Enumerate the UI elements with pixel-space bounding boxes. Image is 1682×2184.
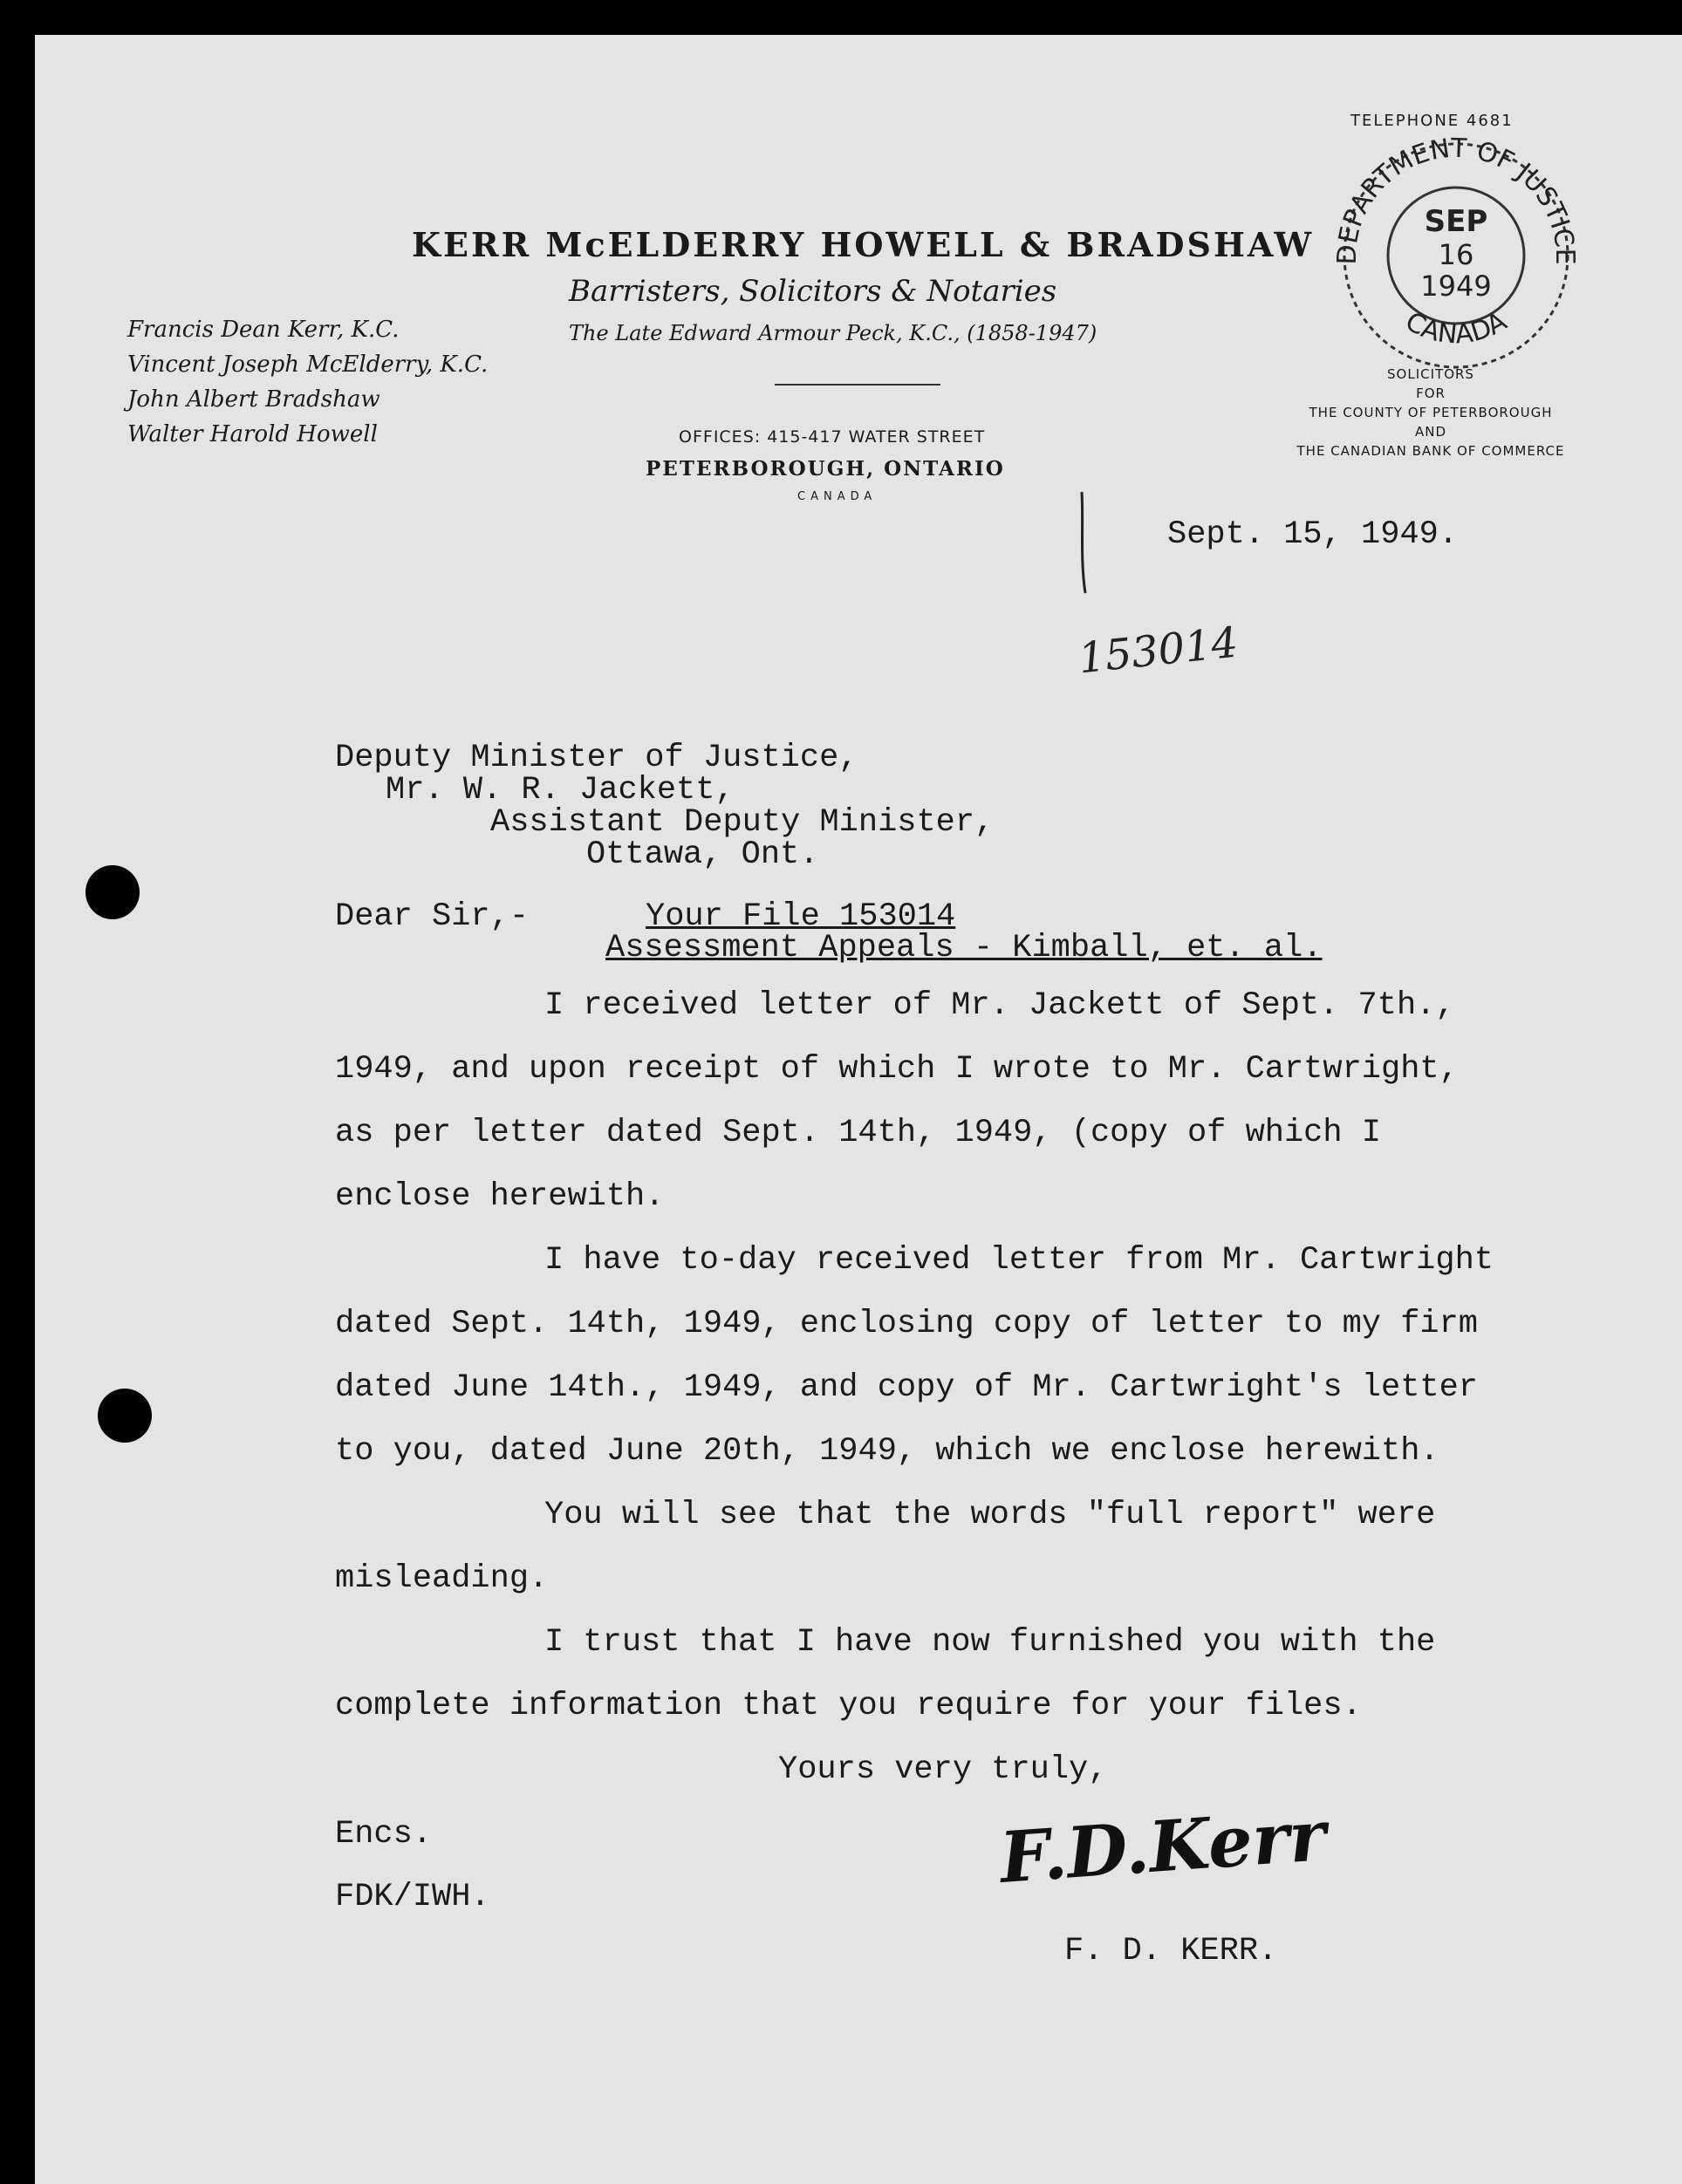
body-line: dated June 14th., 1949, and copy of Mr. Cartwright's letter [335,1369,1479,1406]
heading-rule [775,384,940,386]
subject-line-matter: Assessment Appeals - Kimball, et. al. [605,930,1323,966]
recipient-line: Deputy Minister of Justice, [335,740,858,776]
late-partner-note: The Late Edward Armour Peck, K.C., (1858-1947) [569,321,1097,345]
stamp-top-arc: DEPARTMENT OF JUSTICE [1331,133,1581,266]
body-line: complete information that you require for your files. [335,1688,1362,1724]
firm-name: KERR McELDERRY HOWELL & BRADSHAW [412,225,1315,264]
reference-initials: FDK/IWH. [335,1879,490,1915]
received-stamp [1330,126,1583,379]
offices-address: OFFICES: 415-417 WATER STREET [679,427,986,447]
body-line: to you, dated June 20th, 1949, which we enclose herewith. [335,1433,1439,1470]
body-line: misleading. [335,1560,549,1597]
stamp-month: SEP [1424,204,1488,239]
recipient-line: Ottawa, Ont. [586,836,819,873]
office-city: PETERBOROUGH, ONTARIO [646,457,1005,481]
salutation: Dear Sir,- [335,898,530,935]
closing: Yours very truly, [778,1751,1108,1788]
partner-name: Francis Dean Kerr, K.C. [127,317,400,343]
signature: F.D.Kerr [997,1794,1329,1899]
punch-hole [85,865,140,919]
telephone-number: TELEPHONE 4681 [1350,112,1514,130]
signatory-name: F. D. KERR. [1064,1933,1278,1969]
body-line: dated Sept. 14th, 1949, enclosing copy of letter to my firm [335,1306,1479,1342]
stamp-year: 1949 [1420,270,1492,303]
county-line: THE COUNTY OF PETERBOROUGH [1309,405,1553,420]
stamp-bottom-arc: CANADA [1399,306,1513,351]
enclosures: Encs. [335,1816,433,1853]
letter-page [35,35,1682,2184]
body-line: I trust that I have now furnished you with the [544,1624,1436,1661]
body-line: enclose herewith. [335,1178,665,1215]
solicitors-for-block [1248,365,1614,461]
body-line: I received letter of Mr. Jackett of Sept. 7th., [544,987,1455,1024]
firm-subtitle: Barristers, Solicitors & Notaries [569,274,1057,309]
partner-name: Walter Harold Howell [127,421,378,447]
partner-name: John Albert Bradshaw [127,386,380,413]
body-line: 1949, and upon receipt of which I wrote to Mr. Cartwright, [335,1051,1459,1088]
subject-line-file: Your File 153014 [646,898,956,935]
for-line: FOR [1416,386,1446,401]
body-line: You will see that the words "full report" were [544,1497,1436,1533]
letter-date: Sept. 15, 1949. [1167,516,1459,553]
handwritten-file-number: 153014 [1076,618,1241,684]
and-line: AND [1414,424,1447,440]
body-line: as per letter dated Sept. 14th, 1949, (copy of which I [335,1115,1381,1151]
recipient-line: Mr. W. R. Jackett, [386,772,735,809]
partner-name: Vincent Joseph McElderry, K.C. [127,351,489,378]
solicitors-line: SOLICITORS [1387,366,1474,382]
partners-list [127,312,488,452]
bank-line: THE CANADIAN BANK OF COMMERCE [1296,443,1565,459]
punch-hole [98,1389,152,1443]
stamp-day: 16 [1438,238,1474,271]
recipient-line: Assistant Deputy Minister, [490,804,995,841]
office-country: CANADA [797,490,878,503]
body-line: I have to-day received letter from Mr. Cartwright [544,1242,1494,1279]
pencil-mark [1070,488,1096,602]
